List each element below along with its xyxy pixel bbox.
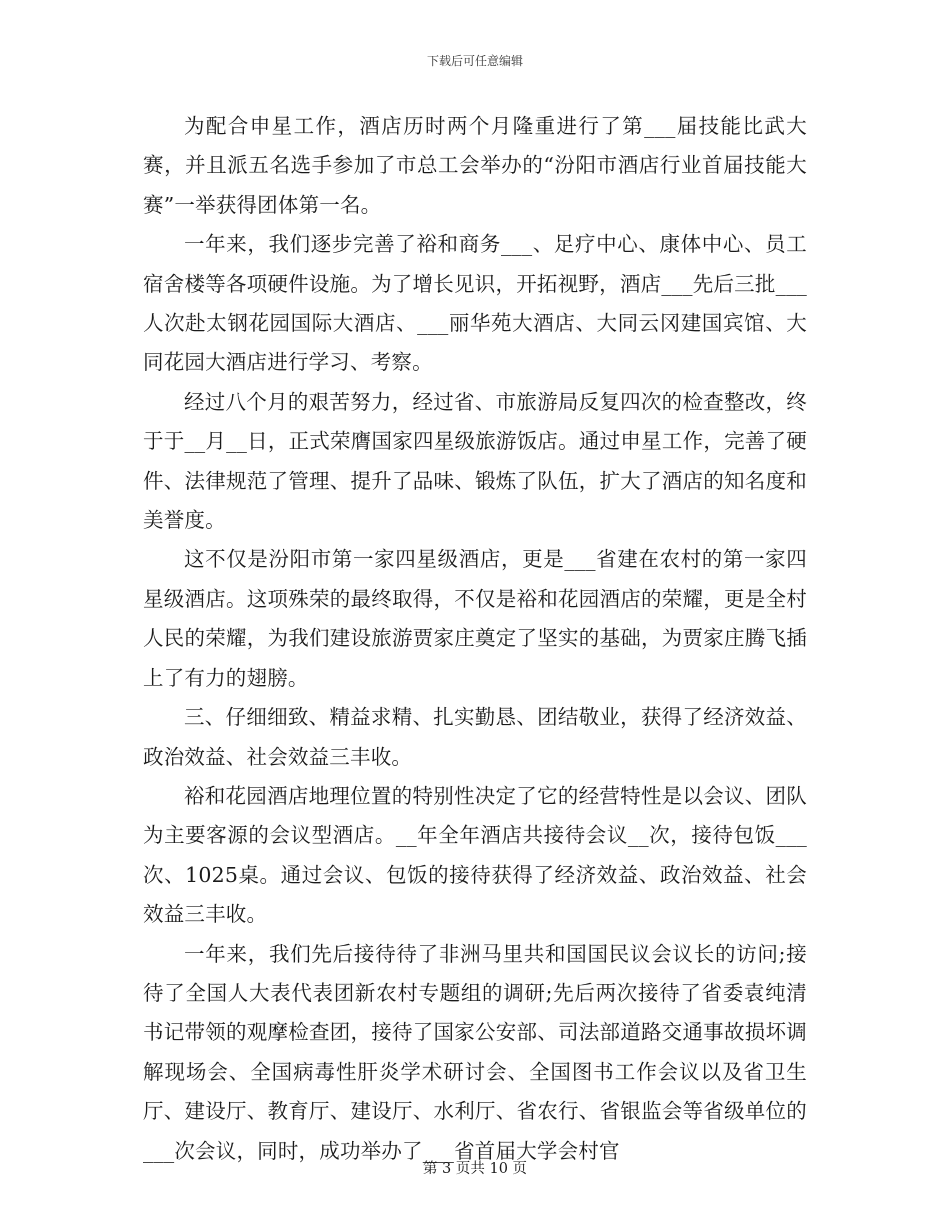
paragraph: 一年来，我们先后接待待了非洲马里共和国国民议会议长的访问;接待了全国人大表代表团新农村专题组的调研;先后两次接待了省委袁纯清书记带领的观摩检查团，接待了国家公安部、司法部道路交通事故损坏调解现场会、全国病毒性肝炎学术研讨会、全国图书工作会议以及省卫生厅、建设厅、教育厅、建设厅、水利厅、省农行、省银监会等省级单位的___次会议，同时，成功举办了___省首届大学会村官 xyxy=(143,941,807,1163)
paragraph: 这不仅是汾阳市第一家四星级酒店，更是___省建在农村的第一家四星级酒店。这项殊荣的最终取得，不仅是裕和花园酒店的荣耀，更是全村人民的荣耀，为我们建设旅游贾家庄奠定了坚实的基础，为贾家庄腾飞插上了有力的翅膀。 xyxy=(143,547,807,690)
document-body xyxy=(143,107,807,1171)
paragraph: 三、仔细细致、精益求精、扎实勤恳、团结敬业，获得了经济效益、政治效益、社会效益三丰收。 xyxy=(143,705,807,769)
page-header: 下载后可任意编辑 xyxy=(426,54,523,68)
paragraph: 一年来，我们逐步完善了裕和商务___、足疗中心、康体中心、员工宿舍楼等各项硬件设施。为了增长见识，开拓视野，酒店___先后三批___人次赴太钢花园国际大酒店、___丽华苑大酒店、大同云冈建国宾馆、大同花园大酒店进行学习、考察。 xyxy=(143,232,807,375)
paragraph: 经过八个月的艰苦努力，经过省、市旅游局反复四次的检查整改，终于于__月__日，正式荣膺国家四星级旅游饭店。通过申星工作，完善了硬件、法律规范了管理、提升了品味、锻炼了队伍，扩大了酒店的知名度和美誉度。 xyxy=(143,389,807,533)
page-number-footer: 第 3 页共 10 页 xyxy=(422,1161,528,1177)
paragraph: 裕和花园酒店地理位置的特别性决定了它的经营特性是以会议、团队为主要客源的会议型酒店。__年全年酒店共接待会议__次，接待包饭___次、1025桌。通过会议、包饭的接待获得了经济效益、政治效益、社会效益三丰收。 xyxy=(143,783,807,927)
paragraph: 为配合申星工作，酒店历时两个月隆重进行了第___届技能比武大赛，并且派五名选手参加了市总工会举办的“汾阳市酒店行业首届技能大赛”一举获得团体第一名。 xyxy=(143,114,807,217)
